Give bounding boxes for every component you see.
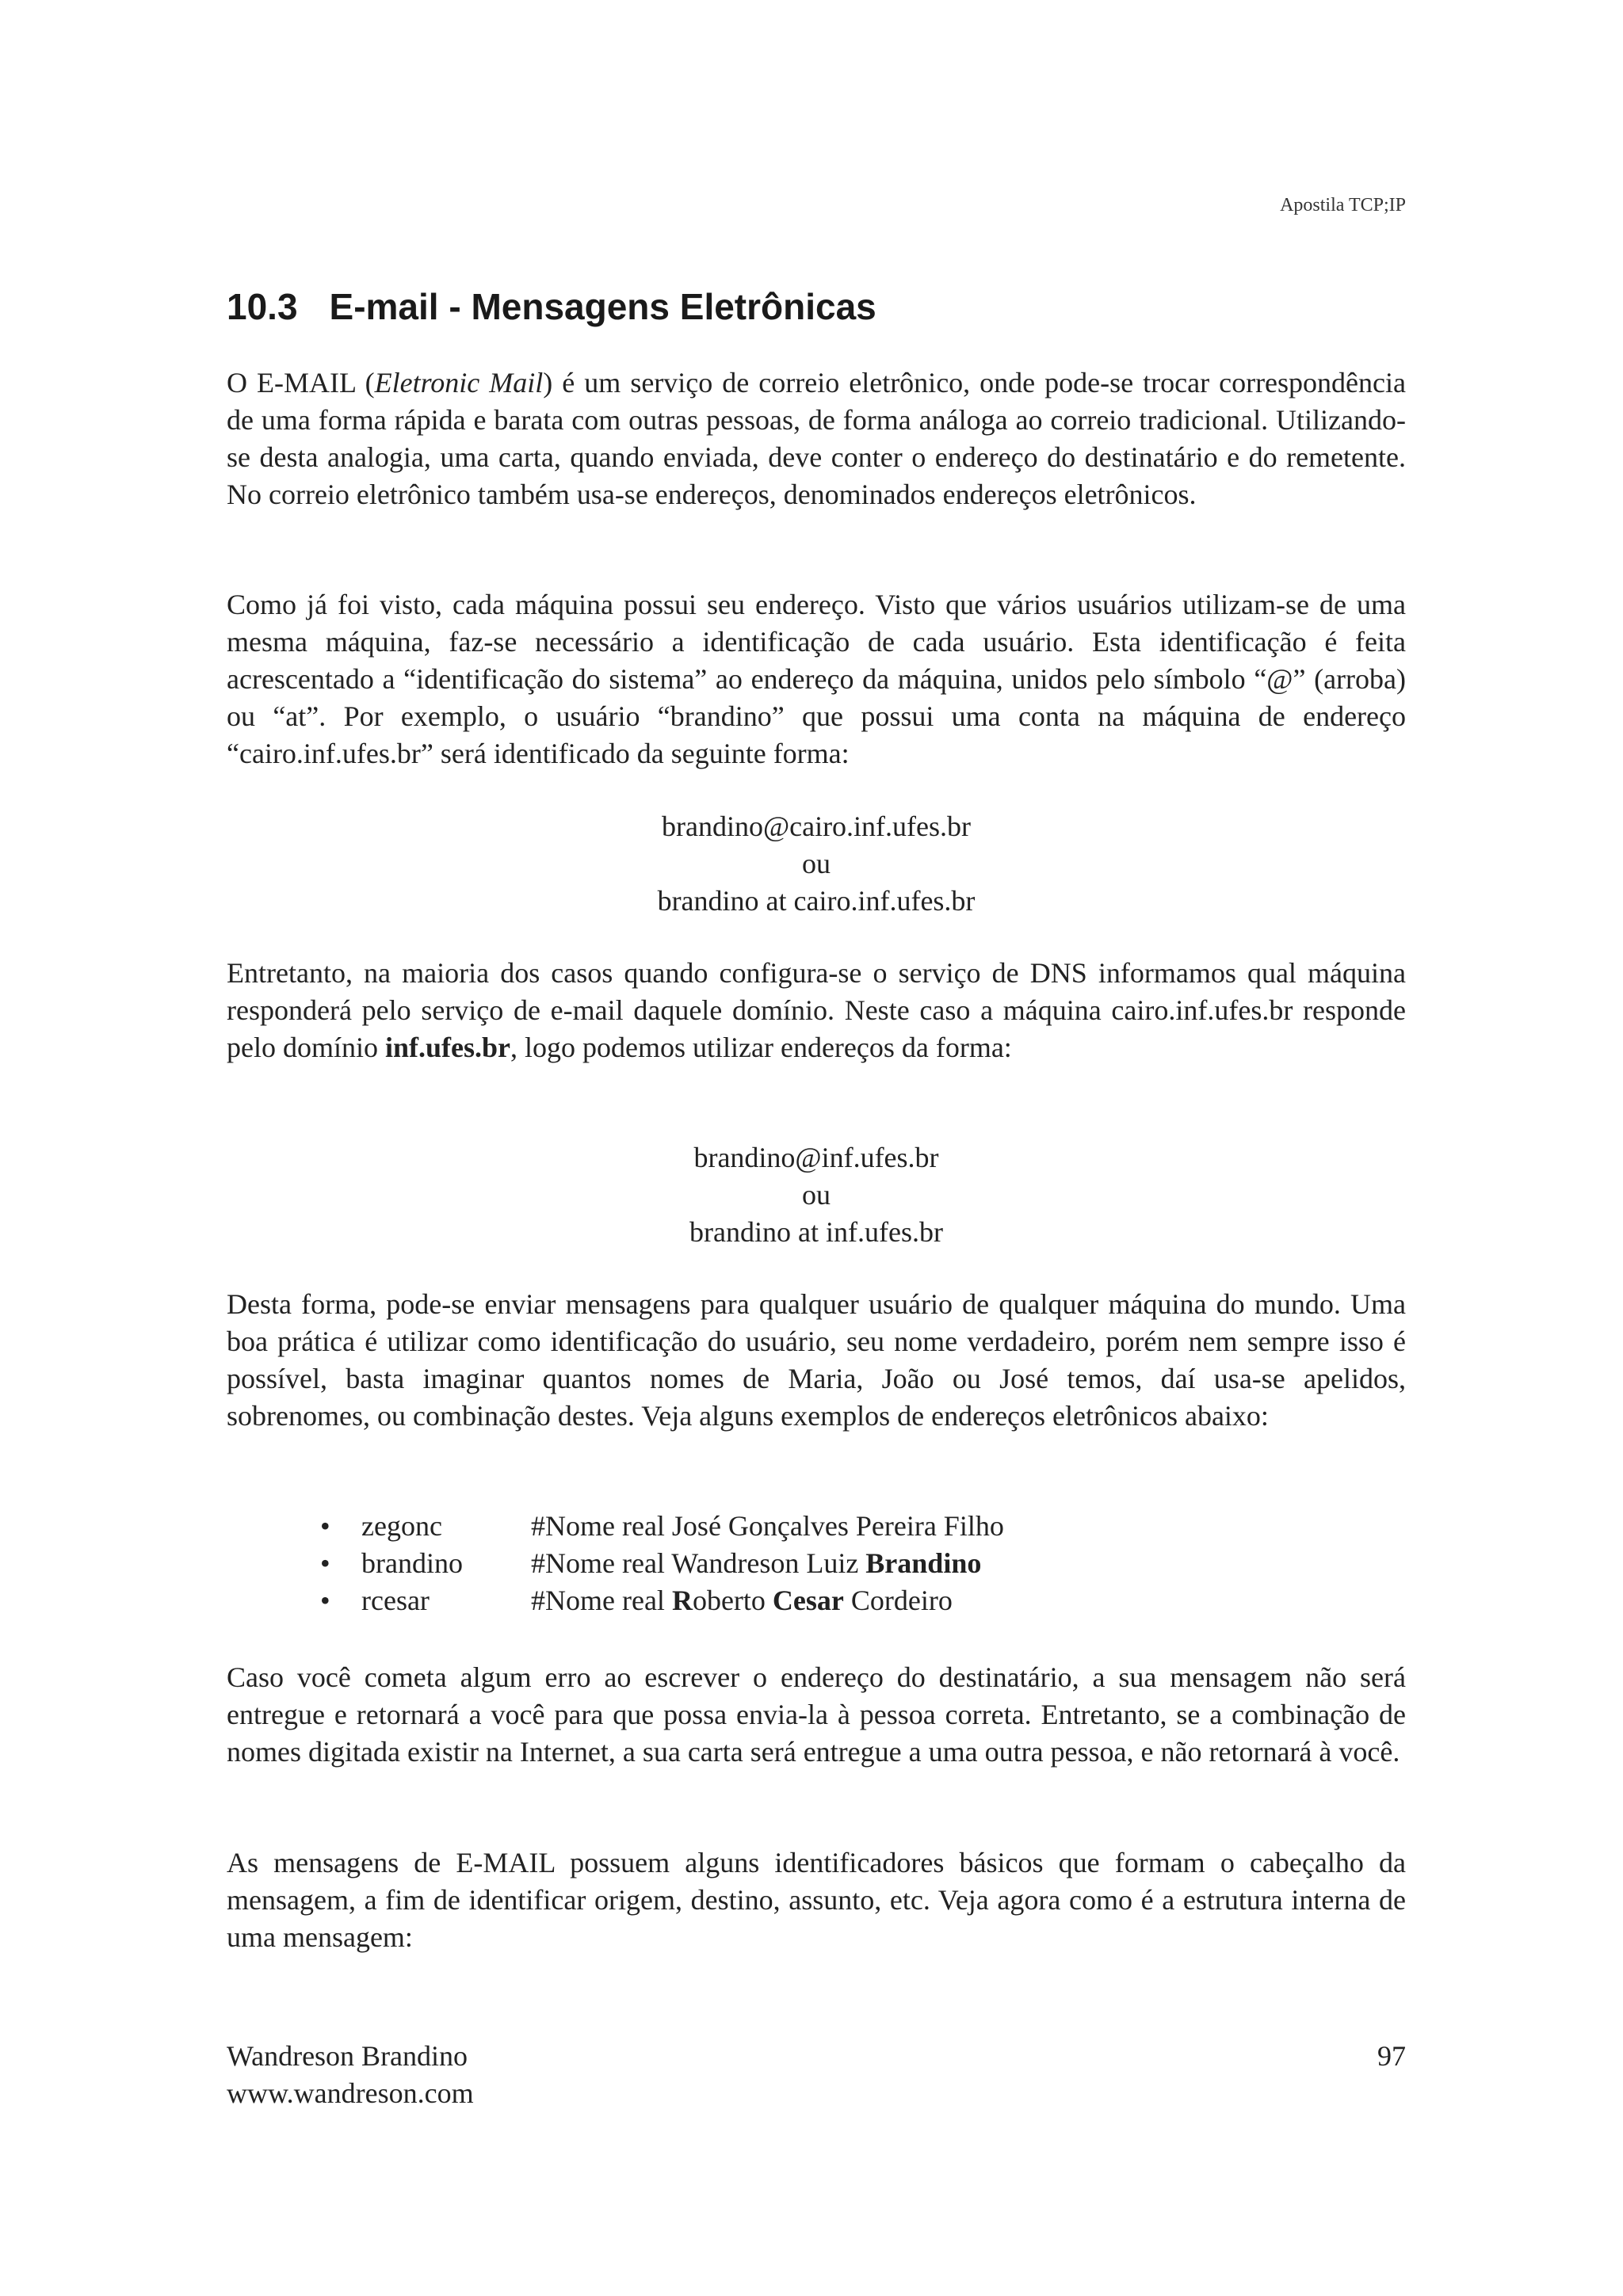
running-header: Apostila TCP;IP [1280, 195, 1406, 215]
list-item [227, 1508, 1406, 1545]
address-example-block-2 [227, 1139, 1406, 1251]
list-item [227, 1582, 1406, 1619]
description-text: #Nome real José Gonçalves Pereira Filho [531, 1510, 1004, 1542]
paragraph-address-explanation: Como já foi visto, cada máquina possui seu endereço. Visto que vários usuários utilizam-se de uma mesma máquina, faz-se necessário a identificação de cada usuário. Esta identificação é feita acrescentado a “identificação do sistema” ao endereço da máquina, unidos pelo símbolo “@” (arroba) ou “at”. Por exemplo, o usuário “brandino” que possui uma conta na máquina de endereço “cairo.inf.ufes.br” será identificado da seguinte forma: [227, 589, 1406, 769]
section-title-text: E-mail - Mensagens Eletrônicas [329, 286, 876, 327]
description-bold: Cesar [772, 1585, 844, 1616]
italic-term: Eletronic Mail [374, 367, 544, 399]
bullet-icon: • [320, 1510, 330, 1542]
section-number: 10.3 [227, 286, 298, 327]
address-or: ou [802, 1179, 831, 1211]
bullet-icon: • [320, 1547, 330, 1579]
paragraph-message-structure: As mensagens de E-MAIL possuem alguns identificadores básicos que formam o cabeçalho da mensagem, a fim de identificar origem, destino, assunto, etc. Veja agora como é a estrutura interna de uma mensagem: [227, 1847, 1406, 1953]
paragraph-text: ) é um serviço de correio eletrônico, onde pode-se trocar correspondência de uma forma rápida e barata com outras pessoas, de forma análoga ao correio tradicional. Utilizando-se desta analogia, uma carta, quando enviada, deve conter o endereço do destinatário e do remetente. No correio eletrônico também usa-se endereços, denominados endereços eletrônicos. [227, 367, 1406, 510]
address-or: ou [802, 848, 831, 879]
address-line: brandino at cairo.inf.ufes.br [657, 885, 976, 917]
list-item-description [531, 1545, 981, 1582]
page-number: 97 [1377, 2040, 1406, 2072]
list-item-user: zegonc [361, 1510, 442, 1542]
list-item-user: rcesar [361, 1585, 430, 1616]
paragraph-dns [227, 955, 1406, 1066]
address-example-block-1 [227, 808, 1406, 920]
address-line: brandino@cairo.inf.ufes.br [661, 810, 972, 842]
bold-domain: inf.ufes.br [385, 1032, 511, 1063]
description-text: #Nome real Wandreson Luiz [531, 1547, 866, 1579]
description-text: #Nome real [531, 1585, 672, 1616]
description-text: Cordeiro [843, 1585, 953, 1616]
list-item [227, 1545, 1406, 1582]
footer-author-block [227, 2038, 474, 2112]
paragraph-text: Entretanto, na maioria dos casos quando configura-se o serviço de DNS informamos qual máquina responderá pelo serviço de e-mail daquele domínio. Neste caso a máquina cairo.inf.ufes.br responde pelo domínio [227, 957, 1406, 1063]
address-line: brandino at inf.ufes.br [689, 1216, 943, 1248]
footer-website: www.wandreson.com [227, 2077, 474, 2109]
paragraph-naming-practice: Desta forma, pode-se enviar mensagens para qualquer usuário de qualquer máquina do mundo. Uma boa prática é utilizar como identificação do usuário, seu nome verdadeiro, porém nem sempre isso é possível, basta imaginar quantos nomes de Maria, João ou José temos, daí usa-se apelidos, sobrenomes, ou combinação destes. Veja alguns exemplos de endereços eletrônicos abaixo: [227, 1288, 1406, 1432]
paragraph-text: , logo podemos utilizar endereços da forma: [510, 1032, 1012, 1063]
description-text: oberto [692, 1585, 773, 1616]
bullet-icon: • [320, 1585, 330, 1616]
description-bold: Brandino [865, 1547, 982, 1579]
address-line: brandino@inf.ufes.br [693, 1142, 939, 1173]
paragraph-text: O E-MAIL ( [227, 367, 375, 399]
section-title [227, 285, 876, 328]
list-item-description [531, 1582, 953, 1619]
list-item-description [531, 1508, 1004, 1545]
paragraph-intro [227, 364, 1406, 513]
example-address-list [227, 1508, 1406, 1619]
paragraph-wrong-address: Caso você cometa algum erro ao escrever o endereço do destinatário, a sua mensagem não será entregue e retornará a você para que possa envia-la à pessoa correta. Entretanto, se a combinação de nomes digitada existir na Internet, a sua carta será entregue a uma outra pessoa, e não retornará à você. [227, 1661, 1406, 1768]
list-item-user: brandino [361, 1547, 463, 1579]
footer-author: Wandreson Brandino [227, 2040, 468, 2072]
description-bold: R [671, 1585, 693, 1616]
